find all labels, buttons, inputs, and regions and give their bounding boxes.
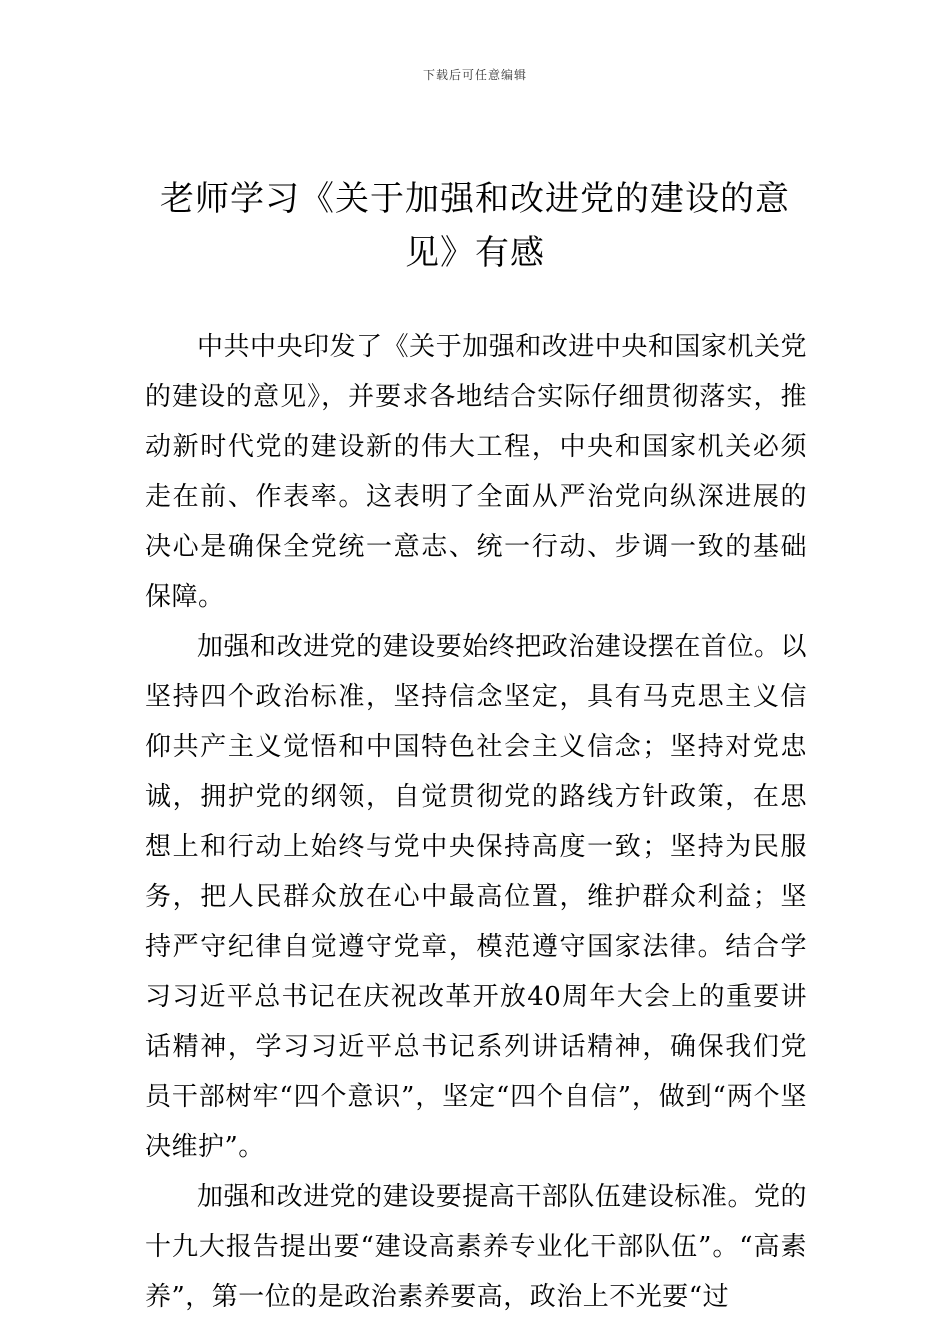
paragraph-1: 中共中央印发了《关于加强和改进中央和国家机关党的建设的意见》，并要求各地结合实际仔细贯彻落实，推动新时代党的建设新的伟大工程，中央和国家机关必须走在前、作表率。这表明了全面从严治党向纵深进展的决心是确保全党统一意志、统一行动、步调一致的基础保障。 xyxy=(145,332,807,612)
document-title: 老师学习《关于加强和改进党的建设的意见》有感 xyxy=(160,179,790,273)
paragraph-2: 加强和改进党的建设要始终把政治建设摆在首位。以坚持四个政治标准，坚持信念坚定，具有马克思主义信仰共产主义觉悟和中国特色社会主义信念；坚持对党忠诚，拥护党的纲领，自觉贯彻党的路线方针政策，在思想上和行动上始终与党中央保持高度一致；坚持为民服务，把人民群众放在心中最高位置，维护群众利益；坚持严守纪律自觉遵守党章，模范遵守国家法律。结合学习习近平总书记在庆祝改革开放40周年大会上的重要讲话精神，学习习近平总书记系列讲话精神，确保我们党员干部树牢“四个意识”，坚定“四个自信”，做到“两个坚决维护”。 xyxy=(145,632,807,1162)
header-note: 下载后可任意编辑 xyxy=(422,68,527,82)
document-body xyxy=(145,322,807,1322)
paragraph-3: 加强和改进党的建设要提高干部队伍建设标准。党的十九大报告提出要“建设高素养专业化干部队伍”。“高素养”，第一位的是政治素养要高，政治上不光要“过 xyxy=(145,1182,807,1312)
